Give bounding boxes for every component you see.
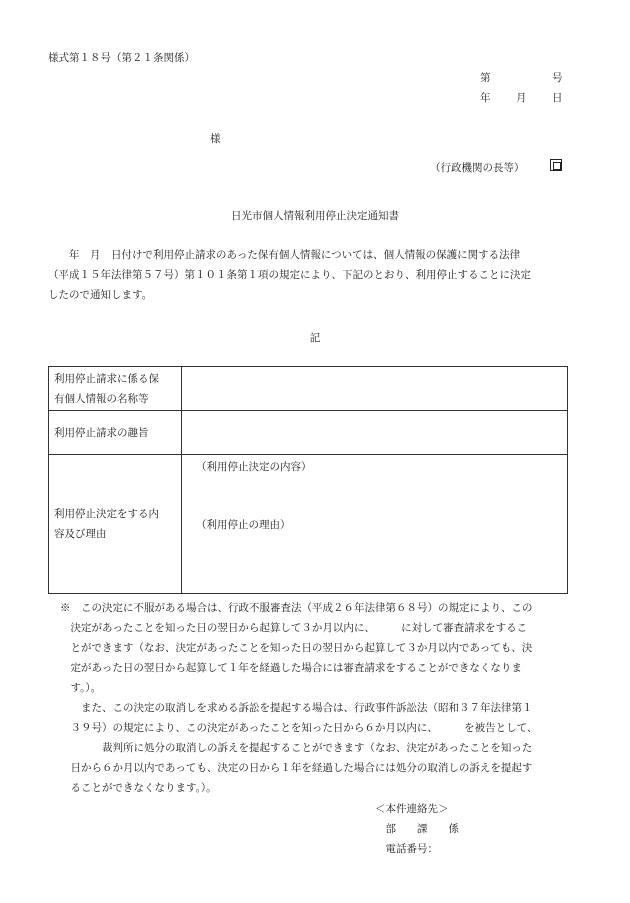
addressee: 様 xyxy=(210,133,221,145)
document-number-suffix: 号 xyxy=(552,72,563,84)
table-row xyxy=(49,455,568,594)
decision-reason-label: （利用停止の理由） xyxy=(196,519,291,531)
note-line: 定があった日の翌日から起算して１年を経過した場合には審査請求をすることができなくなりま xyxy=(60,662,522,674)
row-label-decision-and-reason: 利用停止決定をする内 容及び理由 xyxy=(49,455,182,594)
note-line: とができます（なお、決定があったことを知った日の翌日から起算して３か月以内であっても、決 xyxy=(60,642,533,654)
date-month: 月 xyxy=(516,92,527,104)
row-label-personal-info-name: 利用停止請求に係る保 有個人情報の名称等 xyxy=(49,367,182,411)
intro-line: （平成１５年法律第５７号）第１０１条第１項の規定により、下記のとおり、利用停止することに決定 xyxy=(48,269,531,281)
contact-phone: 電話番号： xyxy=(375,843,438,855)
row-label-request-purpose: 利用停止請求の趣旨 xyxy=(49,411,182,455)
contact-department: 部 課 係 xyxy=(375,823,459,835)
details-table xyxy=(48,366,568,594)
document-number-label: 第 xyxy=(480,72,491,84)
note-line: 決定があったことを知った日の翌日から起算して３か月以内に、 に対して審査請求をするこ xyxy=(60,622,528,634)
table-row xyxy=(49,411,568,455)
ki-heading: 記 xyxy=(309,332,321,344)
note-line: 裁判所に処分の取消しの訴えを提起することができます（なお、決定があったことを知った xyxy=(60,742,533,754)
contact-heading: ＜本件連絡先＞ xyxy=(375,803,449,815)
intro-line: 年 月 日付けで利用停止請求のあった保有個人情報については、個人情報の保護に関する法律 xyxy=(48,249,521,261)
intro-paragraph xyxy=(48,245,588,305)
document-title: 日光市個人情報利用停止決定通知書 xyxy=(231,210,399,222)
note-line: また、この決定の取消しを求める訴訟を提起する場合は、行政事件訴訟法（昭和３７年法律第１ xyxy=(60,702,533,714)
row-value-decision-and-reason xyxy=(182,455,568,594)
note-line: ３９号）の規定により、この決定があったことを知った日から６か月以内に、 を被告として、 xyxy=(60,722,538,734)
table-row xyxy=(49,367,568,411)
note-line: ることができなくなります。）。 xyxy=(60,782,217,794)
date-day: 日 xyxy=(552,92,563,104)
note-line: ※ この決定に不服がある場合は、行政不服審査法（平成２６年法律第６８号）の規定により、この xyxy=(60,602,533,614)
note-line: す。）。 xyxy=(60,682,102,694)
date-year: 年 xyxy=(480,92,491,104)
notes-section xyxy=(60,598,590,798)
row-value-personal-info-name xyxy=(182,367,568,411)
intro-line: したので通知します。 xyxy=(48,289,153,301)
row-value-request-purpose xyxy=(182,411,568,455)
contact-block xyxy=(375,799,459,859)
sender: （行政機関の長等） xyxy=(430,162,525,174)
form-number: 様式第１８号（第２１条関係） xyxy=(48,52,195,64)
note-line: 日から６か月以内であっても、決定の日から１年を経過した場合には処分の取消しの訴えを提起す xyxy=(60,762,533,774)
decision-content-label: （利用停止決定の内容） xyxy=(196,461,312,473)
seal-stamp-icon xyxy=(550,159,562,171)
